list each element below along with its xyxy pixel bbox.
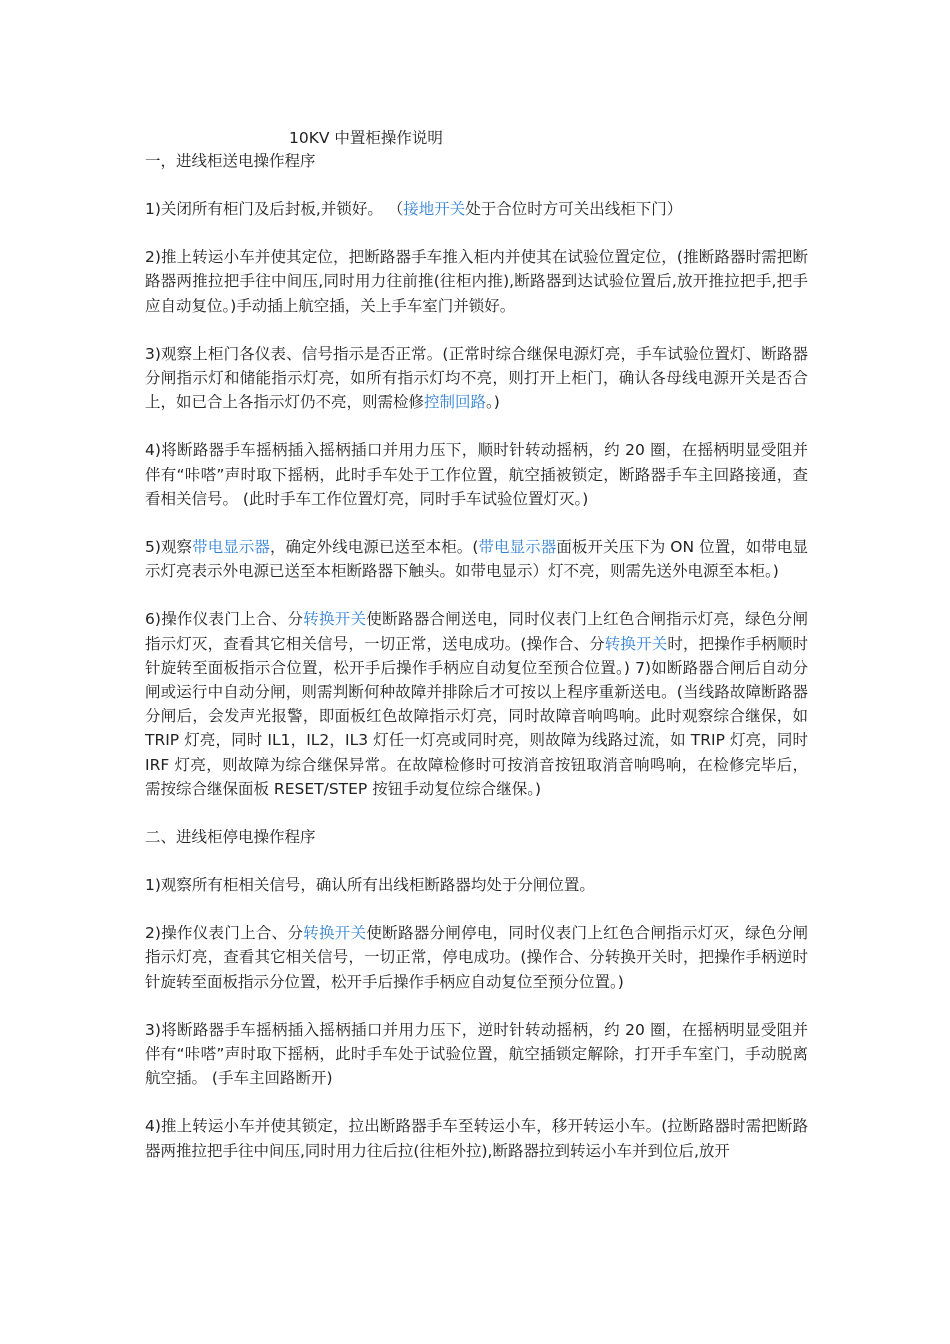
term-link[interactable]: 转换开关 [303,924,367,943]
section-heading: 二、进线柜停电操作程序 [145,828,316,847]
paragraph-text: 2)推上转运小车并使其定位，把断路器手车推入柜内并使其在试验位置定位，(推断路器时需把断路器两推拉把手往中间压,同时用力往前推(往柜内推),断路器到达试验位置后,放开推拉把手,把手应自动复位。)手动插上航空插，关上手车室门并锁好。 [145,248,808,315]
paragraph [145,342,808,415]
paragraph-text: ，确定外线电源已送至本柜。( [269,538,479,557]
paragraph-text: 5)观察 [145,538,193,557]
paragraph [145,1114,808,1162]
term-link[interactable]: 转换开关 [303,610,367,629]
paragraph-text: 处于合位时方可关出线柜下门） [465,200,683,218]
paragraph-text: 6)操作仪表门上合、分 [145,610,304,629]
paragraph [145,921,808,994]
paragraph [145,438,808,511]
paragraph-text: 3)将断路器手车摇柄插入摇柄插口并用力压下，逆时针转动摇柄，约 20 圈，在摇柄明显受阻并伴有“咔嗒”声时取下摇柄，此时手车处于试验位置，航空插锁定解除，打开手车室门，手动脱离航空插。 (手车主回路断开) [145,1020,808,1088]
paragraph-text: 4)将断路器手车摇柄插入摇柄插口并用力压下，顺时针转动摇柄，约 20 圈，在摇柄明显受阻并伴有“咔嗒”声时取下摇柄，此时手车处于工作位置，航空插被锁定，断路器手车主回路接通，查看相关信号。 (此时手车工作位置灯亮，同时手车试验位置灯灭。) [145,441,808,508]
term-link[interactable]: 控制回路 [424,393,487,412]
paragraph [145,873,808,897]
paragraph [145,197,808,221]
paragraph [145,535,808,583]
paragraph [145,245,808,318]
term-link[interactable]: 带电显示器 [478,538,557,557]
term-link[interactable]: 接地开关 [403,200,466,218]
paragraph-text: 使断路器分闸停电，同时仪表门上红色合闸指示灯灭，绿色分闸指示灯亮，查看其它相关信号，一切正常，停电成功。(操作合、分转换开关时，把操作手柄逆时针旋转至面板指示分位置，松开手后操作手柄应自动复位至预分位置。) [145,924,808,991]
paragraph-text: 时，把操作手柄顺时针旋转至面板指示合位置，松开手后操作手柄应自动复位至预合位置。) 7)如断路器合闸后自动分闸或运行中自动分闸，则需判断何种故障并排除后才可按以上程序重新送电。(当线路故障断路器分闸后，会发声光报警，即面板红色故障指示灯亮，同时故障音响鸣响。此时观察综合继保，如 TRIP 灯亮，同时 IL1，IL2，IL3 灯任一灯亮或同时亮，则故障为线路过流，如 TRIP 灯亮，同时 IRF 灯亮，则故障为综合继保异常。在故障检修时可按消音按钮取消音响鸣响，在检修完毕后，需按综合继保面板 RESET/STEP 按钮手动复位综合继保。) [145,634,808,798]
term-link[interactable]: 带电显示器 [192,538,270,557]
paragraph [145,607,808,801]
paragraph-text: 4)推上转运小车并使其锁定，拉出断路器手车至转运小车，移开转运小车。(拉断路器时需把断路器两推拉把手往中间压,同时用力往后拉(往柜外拉),断路器拉到转运小车并到位后,放开 [145,1117,808,1160]
document-body [145,149,808,1187]
section-heading: 一，进线柜送电操作程序 [145,152,316,170]
paragraph-text: 使断路器合闸送电，同时仪表门上红色合闸指示灯亮，绿色分闸指示灯灭，查看其它相关信号，一切正常，送电成功。(操作合、分 [145,610,808,653]
term-link[interactable]: 转换开关 [604,634,668,653]
paragraph-text: 1)关闭所有柜门及后封板,并锁好。 （ [145,200,404,218]
paragraph-text: 。) [486,393,500,412]
paragraph-text: 3)观察上柜门各仪表、信号指示是否正常。(正常时综合继保电源灯亮，手车试验位置灯、断路器分闸指示灯和储能指示灯亮，如所有指示灯均不亮，则打开上柜门，确认各母线电源开关是否合上，如已合上各指示灯仍不亮，则需检修 [145,344,808,412]
paragraph-text: 面板开关压下为 ON 位置，如带电显示灯亮表示外电源已送至本柜断路器下触头。如带电显示）灯不亮，则需先送外电源至本柜。) [145,538,808,581]
paragraph-text: 1)观察所有柜相关信号，确认所有出线柜断路器均处于分闸位置。 [145,876,595,895]
document-title: 10KV 中置柜操作说明 [289,129,443,147]
paragraph [145,1018,808,1091]
paragraph-text: 2)操作仪表门上合、分 [145,924,304,943]
